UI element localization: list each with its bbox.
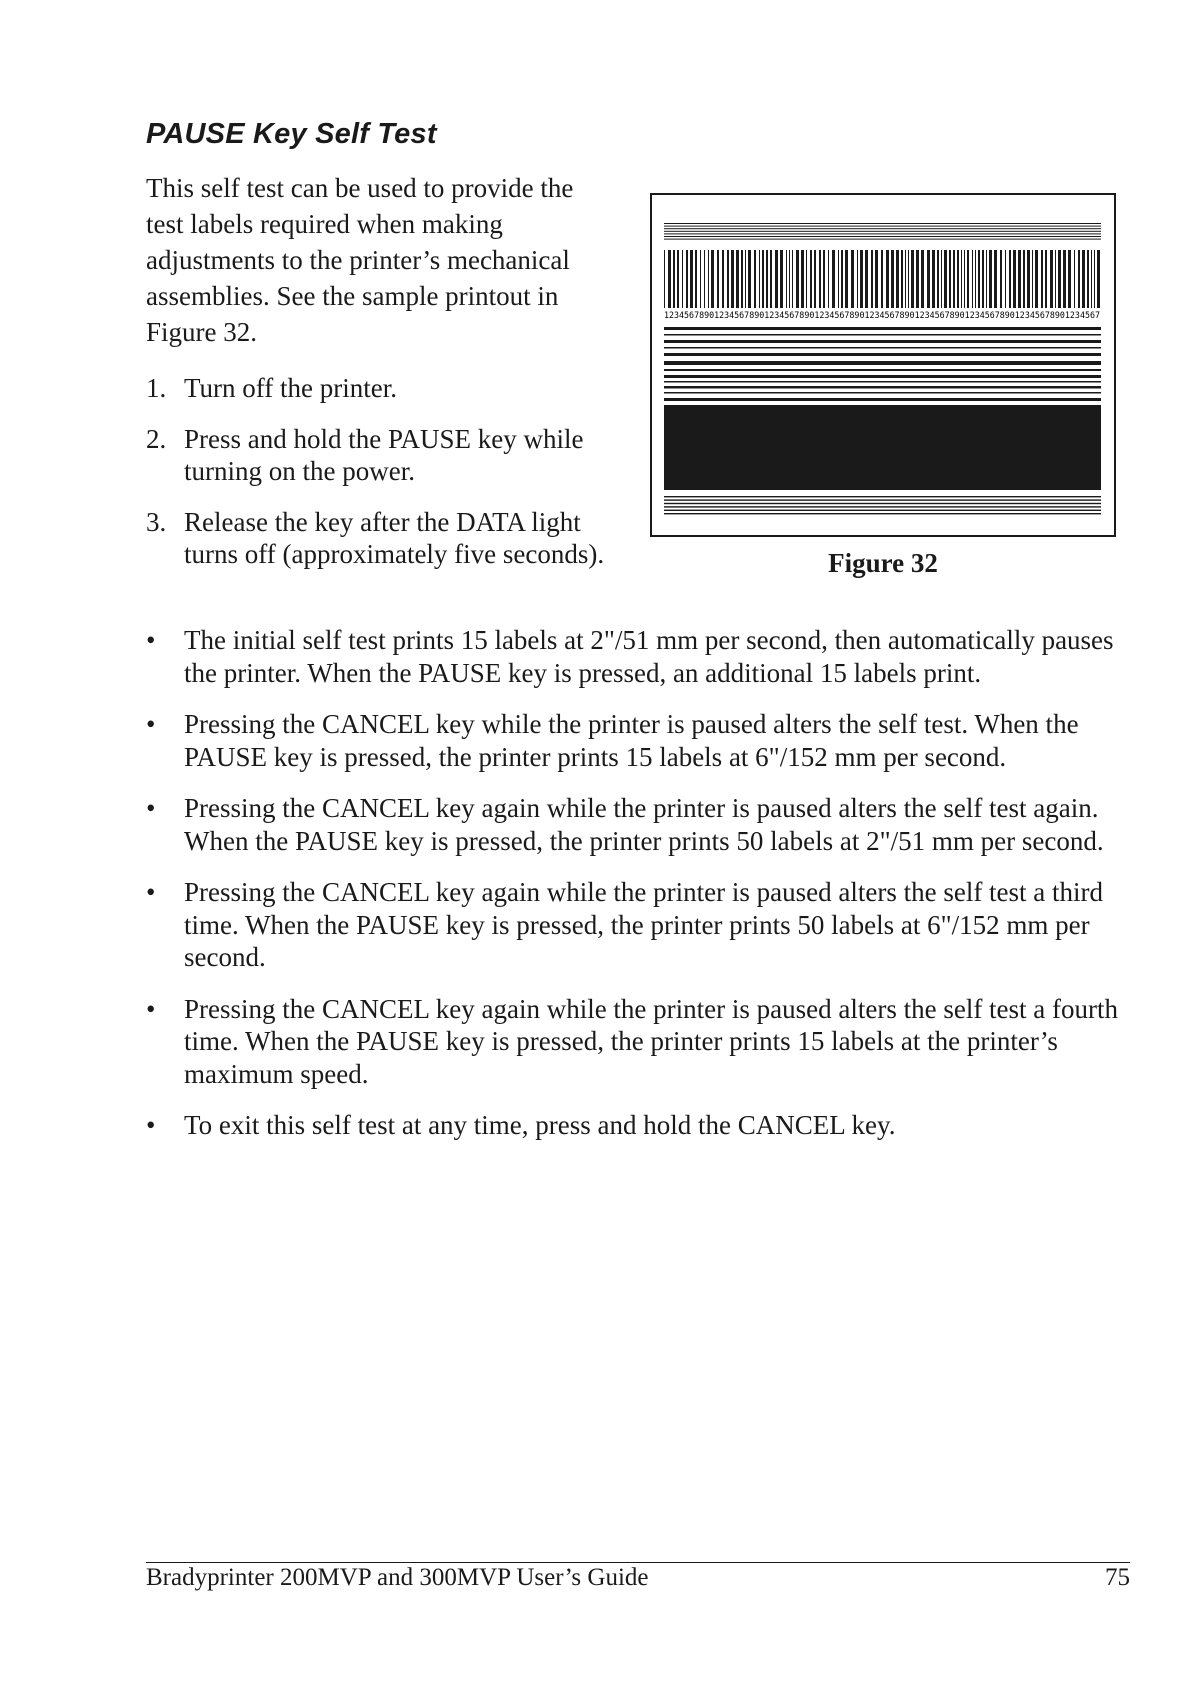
barcode-bar — [871, 250, 873, 308]
barcode-bar — [717, 250, 719, 308]
barcode-bar — [1091, 250, 1092, 308]
bullet-symbol: • — [146, 993, 156, 1024]
barcode-bar — [810, 250, 812, 308]
top-pattern-line — [664, 223, 1101, 224]
barcode-bar — [819, 250, 821, 308]
mid-pattern-line — [664, 381, 1101, 383]
bottom-pattern-line — [664, 503, 1101, 504]
barcode-bars — [664, 250, 1100, 308]
bullet-symbol: • — [146, 625, 156, 655]
barcode-bar — [1087, 250, 1089, 308]
barcode-bar — [865, 250, 868, 308]
mid-pattern-line — [664, 327, 1101, 330]
barcode-bar — [801, 250, 804, 308]
barcode-bar — [1058, 250, 1061, 308]
step-text: Press and hold the PAUSE key while turning on the power. — [184, 424, 584, 486]
mid-pattern-line — [664, 334, 1101, 336]
barcode-bar — [978, 250, 980, 308]
barcode-bar — [1074, 250, 1075, 308]
mid-pattern-line — [664, 386, 1101, 389]
barcode-bar — [927, 250, 930, 308]
top-pattern-line — [664, 236, 1101, 237]
step-item — [146, 423, 616, 487]
barcode-bar — [1041, 250, 1043, 308]
bullet-symbol: • — [146, 877, 156, 907]
barcode-bar — [845, 250, 848, 308]
barcode-bar — [796, 250, 799, 308]
barcode-bar — [1055, 250, 1056, 308]
top-pattern-line — [664, 226, 1101, 227]
barcode-bar — [1063, 250, 1066, 308]
barcode-bar — [690, 250, 693, 308]
barcode-bar — [896, 250, 899, 308]
mid-pattern-line — [664, 375, 1101, 378]
bullet-list — [146, 624, 1136, 1161]
barcode-bar — [949, 250, 951, 308]
barcode-bar — [1078, 250, 1080, 308]
barcode-bar — [759, 250, 760, 308]
barcode-bar — [916, 250, 919, 308]
barcode-bar — [1009, 250, 1011, 308]
step-number: 2. — [146, 424, 167, 454]
barcode-bar — [921, 250, 924, 308]
barcode-bar — [932, 250, 935, 308]
barcode-bar — [677, 250, 679, 308]
barcode-bar — [838, 250, 839, 308]
mid-pattern-line — [664, 353, 1101, 356]
barcode-bar — [1013, 250, 1016, 308]
top-pattern-line — [664, 239, 1101, 240]
bullet-item — [146, 993, 1136, 1091]
barcode-bar — [944, 250, 947, 308]
barcode-bar — [875, 250, 878, 308]
barcode-bar — [1068, 250, 1071, 308]
barcode-bar — [957, 250, 959, 308]
bottom-line-pattern — [664, 496, 1101, 514]
bullet-item — [146, 624, 1136, 689]
barcode-bar — [886, 250, 889, 308]
barcode-bar — [748, 250, 751, 308]
top-pattern-line — [664, 231, 1101, 232]
bullet-symbol: • — [146, 793, 156, 823]
barcode-bar — [1000, 250, 1002, 308]
barcode-bar — [1018, 250, 1021, 308]
solid-black-block — [664, 405, 1101, 490]
barcode-bar — [814, 250, 816, 308]
barcode-bar — [754, 250, 756, 308]
mid-pattern-line — [664, 347, 1101, 349]
barcode-bar — [1050, 250, 1053, 308]
bullet-text: Pressing the CANCEL key again while the printer is paused alters the self test a fourth time. When the PAUSE key is pressed, the printer prints 15 labels at the printer’s maximum speed. — [184, 993, 1119, 1089]
barcode-bar — [762, 250, 764, 308]
bullet-text: Pressing the CANCEL key again while the printer is paused alters the self test again. When the PAUSE key is pressed, the printer prints 50 labels at 2"/51 mm per second. — [184, 793, 1104, 856]
barcode-bar — [682, 250, 683, 308]
barcode-bar — [780, 250, 783, 308]
barcode-bar — [1082, 250, 1085, 308]
barcode-bar — [891, 250, 894, 308]
test-label-printout — [652, 195, 1114, 535]
barcode-bar — [860, 250, 863, 308]
footer-title: Bradyprinter 200MVP and 300MVP User’s Guide — [146, 1564, 649, 1591]
barcode-bar — [982, 250, 984, 308]
barcode-bar — [953, 250, 955, 308]
barcode-bar — [832, 250, 835, 308]
steps-list — [146, 372, 616, 589]
barcode-bar — [711, 250, 714, 308]
barcode-bar — [975, 250, 976, 308]
sample-printout-figure — [650, 193, 1116, 537]
barcode-bar — [1032, 250, 1033, 308]
bullet-item — [146, 1109, 1136, 1142]
step-number: 3. — [146, 507, 167, 537]
barcode-bar — [841, 250, 843, 308]
barcode-bar — [686, 250, 688, 308]
barcode-bar — [857, 250, 858, 308]
barcode-bar — [828, 250, 829, 308]
bottom-pattern-line — [664, 510, 1101, 511]
mid-pattern-line — [664, 398, 1101, 401]
barcode-bar — [905, 250, 906, 308]
bullet-text: Pressing the CANCEL key again while the printer is paused alters the self test a third time. When the PAUSE key is pressed, the printer prints 50 labels at 6"/152 mm per second. — [184, 877, 1104, 972]
step-item — [146, 372, 616, 404]
barcode-bar — [741, 250, 743, 308]
barcode-bar — [722, 250, 724, 308]
mid-line-pattern — [664, 327, 1101, 401]
top-line-pattern — [664, 223, 1101, 240]
mid-pattern-line — [664, 361, 1101, 365]
section-heading: PAUSE Key Self Test — [146, 118, 437, 150]
mid-pattern-line — [664, 392, 1101, 394]
barcode-bar — [727, 250, 729, 308]
barcode-bar — [700, 250, 701, 308]
mid-pattern-line — [664, 340, 1101, 343]
barcode-bar — [881, 250, 883, 308]
bullet-item — [146, 708, 1136, 773]
barcode-bar — [745, 250, 746, 308]
barcode-bar — [673, 250, 675, 308]
bullet-item — [146, 792, 1136, 857]
barcode-bar — [908, 250, 909, 308]
bullet-item — [146, 876, 1136, 974]
barcode-bar — [668, 250, 671, 308]
step-text: Release the key after the DATA light turns off (approximately five seconds). — [184, 507, 605, 569]
barcode-bar — [1045, 250, 1047, 308]
step-text: Turn off the printer. — [184, 373, 397, 403]
barcode-bar — [901, 250, 903, 308]
bullet-symbol: • — [146, 709, 156, 739]
barcode-bar — [851, 250, 854, 308]
bottom-pattern-line — [664, 506, 1101, 507]
bullet-text: To exit this self test at any time, press and hold the CANCEL key. — [184, 1110, 896, 1140]
intro-paragraph: This self test can be used to provide the test labels required when making adjustments to the printer’s mechanical assemblies. See the sample printout in Figure 32. — [146, 173, 574, 347]
barcode-bar — [1094, 250, 1095, 308]
barcode-bar — [1023, 250, 1025, 308]
barcode-bar — [766, 250, 768, 308]
top-pattern-line — [664, 233, 1101, 234]
barcode-bar — [986, 250, 987, 308]
barcode-bar — [911, 250, 914, 308]
barcode-bar — [695, 250, 697, 308]
barcode-bar — [786, 250, 787, 308]
barcode-bar — [964, 250, 965, 308]
barcode-bar — [823, 250, 825, 308]
barcode-bar — [792, 250, 793, 308]
barcode-bar — [994, 250, 997, 308]
barcode-digits: 123456789012345678901234567890123456789012345678901234567890123456789012345678901234567 — [664, 311, 1100, 321]
barcode-bar — [961, 250, 962, 308]
footer-rule — [146, 1562, 1130, 1563]
mid-pattern-line — [664, 369, 1101, 371]
bullet-text: Pressing the CANCEL key while the printer is paused alters the self test. When the PAUSE key is pressed, the printer prints 15 labels at 6"/152 mm per second. — [184, 709, 1079, 772]
barcode-bar — [731, 250, 734, 308]
barcode-bar — [806, 250, 807, 308]
bullet-symbol: • — [146, 1110, 156, 1140]
barcode-bar — [941, 250, 942, 308]
page-number: 75 — [1105, 1564, 1130, 1591]
bullet-text: The initial self test prints 15 labels at 2"/51 mm per second, then automatically pauses the printer. When the PAUSE key is pressed, an additional 15 labels print. — [184, 625, 1114, 688]
barcode-bar — [1097, 250, 1100, 308]
barcode-bar — [972, 250, 973, 308]
barcode-bar — [708, 250, 709, 308]
barcode-bar — [989, 250, 992, 308]
bottom-pattern-line — [664, 513, 1101, 514]
barcode-bar — [1005, 250, 1006, 308]
barcode-bar — [770, 250, 772, 308]
barcode-bar — [664, 250, 665, 308]
barcode-bar — [967, 250, 969, 308]
barcode-bar — [789, 250, 790, 308]
barcode-bar — [1027, 250, 1030, 308]
step-item — [146, 506, 616, 570]
barcode-bar — [704, 250, 705, 308]
barcode-bar — [736, 250, 739, 308]
barcode-bar — [937, 250, 939, 308]
step-number: 1. — [146, 373, 167, 403]
bottom-pattern-line — [664, 499, 1101, 500]
figure-caption: Figure 32 — [828, 548, 938, 578]
barcode-bar — [1035, 250, 1038, 308]
top-pattern-line — [664, 228, 1101, 229]
barcode-bar — [775, 250, 778, 308]
bottom-pattern-line — [664, 496, 1101, 497]
